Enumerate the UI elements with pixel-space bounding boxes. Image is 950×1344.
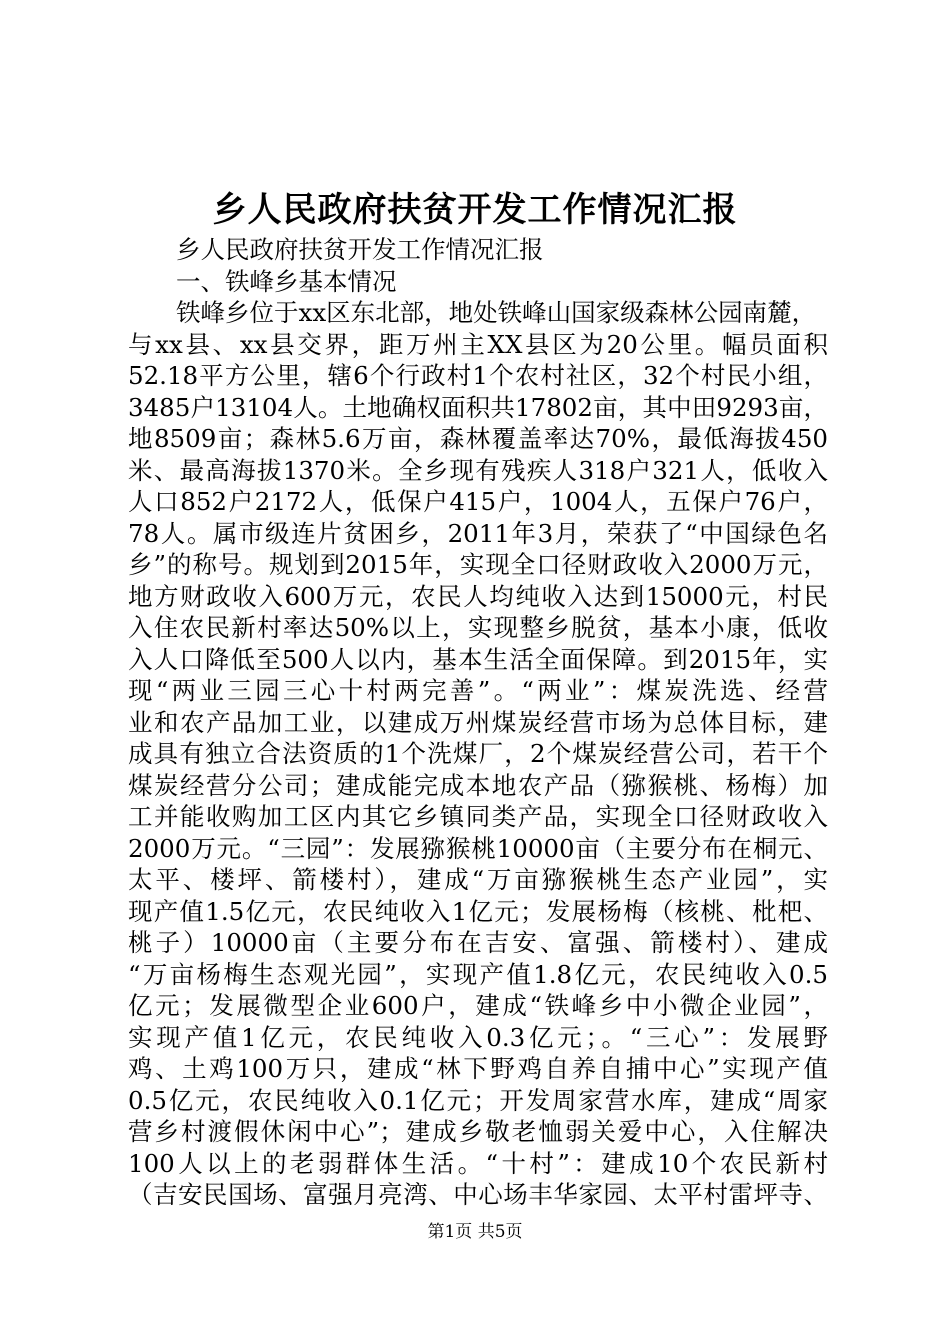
paragraph-line: 煤炭经营分公司；建成能完成本地农产品（猕猴桃、杨梅）加 bbox=[128, 770, 828, 800]
paragraph-line: 工并能收购加工区内其它乡镇同类产品，实现全口径财政收入 bbox=[128, 802, 828, 831]
paragraph-line: 人口852户2172人，低保户415户，1004人，五保户76户， bbox=[128, 487, 828, 516]
paragraph-line: 与xx县、xx县交界，距万州主XX县区为20公里。幅员面积 bbox=[128, 329, 828, 359]
body-paragraph bbox=[128, 297, 828, 1211]
paragraph-line: “万亩杨梅生态观光园”，实现产值1.8亿元，农民纯收入0.5 bbox=[128, 959, 828, 989]
paragraph-line: 米、最高海拔1370米。全乡现有残疾人318户321人，低收入 bbox=[128, 455, 828, 485]
document-title: 乡人民政府扶贫开发工作情况汇报 bbox=[212, 190, 738, 230]
paragraph-line: 业和农产品加工业，以建成万州煤炭经营市场为总体目标，建 bbox=[128, 707, 828, 737]
paragraph-line: 2000万元。“三园”：发展猕猴桃10000亩（主要分布在桐元、 bbox=[128, 833, 828, 863]
paragraph-line: 营乡村渡假休闲中心”；建成乡敬老恤弱关爱中心，入住解决 bbox=[128, 1117, 828, 1146]
paragraph-line: 现产值1.5亿元，农民纯收入1亿元；发展杨梅（核桃、枇杷、 bbox=[128, 896, 828, 926]
paragraph-line: 100人以上的老弱群体生活。“十村”：建成10个农民新村 bbox=[128, 1148, 828, 1178]
paragraph-line: 亿元；发展微型企业600户，建成“铁峰乡中小微企业园”， bbox=[128, 991, 828, 1020]
page-footer: 第1页 共5页 bbox=[427, 1222, 523, 1242]
paragraph-line: 地8509亩；森林5.6万亩，森林覆盖率达70%，最低海拔450 bbox=[128, 424, 828, 453]
document-body bbox=[128, 234, 828, 1211]
paragraph-line: 现“两业三园三心十村两完善”。“两业”：煤炭洗选、经营 bbox=[128, 676, 828, 705]
paragraph-line: 78人。属市级连片贫困乡，2011年3月，荣获了“中国绿色名 bbox=[128, 518, 828, 548]
paragraph-line: 0.5亿元，农民纯收入0.1亿元；开发周家营水库，建成“周家 bbox=[128, 1085, 828, 1115]
paragraph-line: 52.18平方公里，辖6个行政村1个农村社区，32个村民小组， bbox=[128, 361, 828, 390]
paragraph-line: 入人口降低至500人以内，基本生活全面保障。到2015年，实 bbox=[128, 644, 828, 674]
paragraph-line: 太平、楼坪、箭楼村），建成“万亩猕猴桃生态产业园”，实 bbox=[128, 865, 828, 894]
paragraph-line: 成具有独立合法资质的1个洗煤厂，2个煤炭经营公司，若干个 bbox=[128, 739, 828, 768]
paragraph-line: 3485户13104人。土地确权面积共17802亩，其中田9293亩， bbox=[128, 392, 828, 422]
paragraph-line: 鸡、土鸡100万只，建成“林下野鸡自养自捕中心”实现产值 bbox=[128, 1054, 828, 1083]
paragraph-line: （吉安民国场、富强月亮湾、中心场丰华家园、太平村雷坪寺、 bbox=[128, 1180, 828, 1209]
paragraph-line: 铁峰乡位于xx区东北部，地处铁峰山国家级森林公园南麓， bbox=[176, 298, 817, 327]
paragraph-line: 乡”的称号。规划到2015年，实现全口径财政收入2000万元， bbox=[128, 550, 828, 579]
paragraph-line: 地方财政收入600万元，农民人均纯收入达到15000元，村民 bbox=[128, 581, 828, 611]
paragraph-line: 桃子）10000亩（主要分布在吉安、富强、箭楼村）、建成 bbox=[128, 928, 828, 957]
paragraph-line: 实现产值1亿元，农民纯收入0.3亿元；。“三心”：发展野 bbox=[128, 1022, 828, 1052]
paragraph-line: 入住农民新村率达50%以上，实现整乡脱贫，基本小康，低收 bbox=[128, 613, 828, 642]
document-subtitle: 乡人民政府扶贫开发工作情况汇报 bbox=[176, 235, 544, 264]
section-heading: 一、铁峰乡基本情况 bbox=[176, 266, 397, 296]
